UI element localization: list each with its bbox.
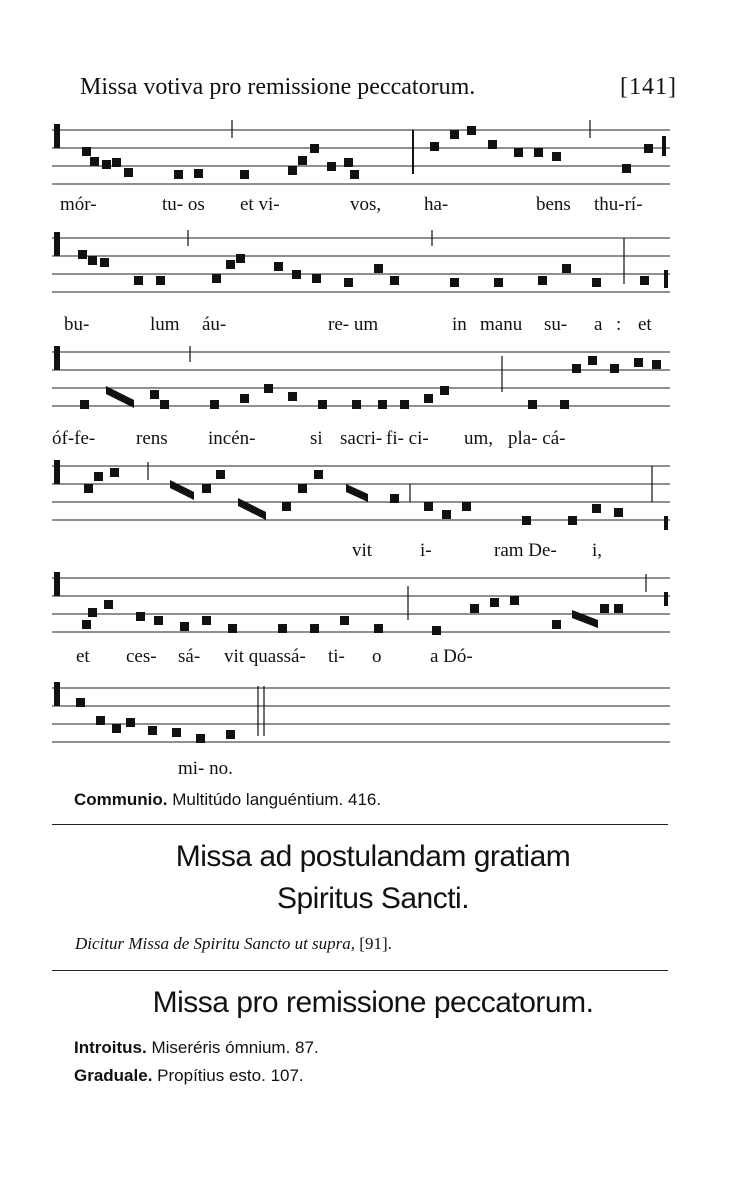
- page-header: [80, 74, 677, 101]
- syllable: pla- cá-: [508, 428, 566, 449]
- staff-1-svg: [52, 120, 670, 190]
- section-title-spiritus: Spiritus Sancti.: [276, 882, 470, 915]
- syllable: mi- no.: [178, 758, 233, 779]
- introitus-text: Miseréris ómnium.: [151, 1038, 291, 1057]
- syllable: ram De-: [494, 540, 557, 561]
- communio-text: Multitúdo languéntium.: [172, 790, 344, 809]
- lyrics-line-2: [52, 314, 670, 338]
- introitus-label: Introitus.: [74, 1038, 147, 1057]
- staff-3-svg: [52, 346, 670, 418]
- staff-3: [52, 346, 670, 418]
- divider-rule: [52, 970, 668, 971]
- syllable: ces-: [126, 646, 157, 667]
- syllable: et: [76, 646, 90, 667]
- divider-rule: [52, 824, 668, 825]
- syllable: vit quassá-: [224, 646, 306, 667]
- syllable: i-: [420, 540, 432, 561]
- graduale-page: 107.: [270, 1066, 304, 1085]
- syllable: thu-rí-: [594, 194, 643, 215]
- syllable: tu- os: [162, 194, 205, 215]
- syllable: mór-: [60, 194, 97, 215]
- note-reference: [91].: [359, 934, 392, 953]
- syllable: um,: [464, 428, 494, 449]
- syllable: i,: [592, 540, 603, 561]
- page-number: [141]: [620, 74, 677, 100]
- syllable: bu-: [64, 314, 90, 335]
- lyrics-line-4: [52, 540, 670, 564]
- syllable: :: [616, 314, 622, 335]
- communio-page: 416.: [348, 790, 382, 809]
- staff-1: [52, 120, 670, 190]
- syllable: re- um: [328, 314, 379, 335]
- graduale-text: Propítius esto.: [157, 1066, 266, 1085]
- syllable: rens: [136, 428, 168, 449]
- staff-6-svg: [52, 680, 670, 756]
- syllable: sá-: [178, 646, 201, 667]
- syllable: o: [372, 646, 382, 667]
- syllable: in: [452, 314, 467, 335]
- syllable: manu: [480, 314, 523, 335]
- syllable: vos,: [350, 194, 382, 215]
- graduale-reference: [74, 1066, 304, 1086]
- note-text: Dicitur Missa de Spiritu Sancto ut supra,: [75, 934, 356, 953]
- syllable: et vi-: [240, 194, 280, 215]
- syllable: a: [594, 314, 603, 335]
- section-title-postulandam: Missa ad postulandam gratiam: [175, 840, 571, 873]
- syllable: su-: [544, 314, 568, 335]
- running-title: Missa votiva pro remissione peccatorum.: [80, 74, 476, 100]
- lyrics-line-6: [52, 758, 670, 782]
- staff-4-svg: [52, 458, 670, 534]
- communio-label: Communio.: [74, 790, 168, 809]
- syllable: áu-: [202, 314, 227, 335]
- syllable: a Dó-: [430, 646, 473, 667]
- section-note: [75, 934, 392, 954]
- section-title-remissione: Missa pro remissione peccatorum.: [152, 986, 594, 1019]
- syllable: si: [310, 428, 323, 449]
- staff-2-svg: [52, 230, 670, 304]
- syllable: fi- ci-: [386, 428, 429, 449]
- syllable: lum: [150, 314, 180, 335]
- syllable: óf-fe-: [52, 428, 96, 449]
- staff-4: [52, 458, 670, 534]
- syllable: vit: [352, 540, 373, 561]
- syllable: incén-: [208, 428, 256, 449]
- syllable: sacri-: [340, 428, 383, 449]
- syllable: ha-: [424, 194, 449, 215]
- syllable: ti-: [328, 646, 345, 667]
- introitus-reference: [74, 1038, 319, 1058]
- syllable: et: [638, 314, 652, 335]
- staff-5-svg: [52, 570, 670, 644]
- staff-5: [52, 570, 670, 644]
- staff-2: [52, 230, 670, 304]
- syllable: bens: [536, 194, 571, 215]
- graduale-label: Graduale.: [74, 1066, 153, 1085]
- lyrics-line-5: [52, 646, 670, 670]
- introitus-page: 87.: [295, 1038, 319, 1057]
- lyrics-line-3: [52, 428, 670, 452]
- lyrics-line-1: [52, 194, 670, 218]
- communio-reference: [74, 790, 381, 810]
- staff-6: [52, 680, 670, 756]
